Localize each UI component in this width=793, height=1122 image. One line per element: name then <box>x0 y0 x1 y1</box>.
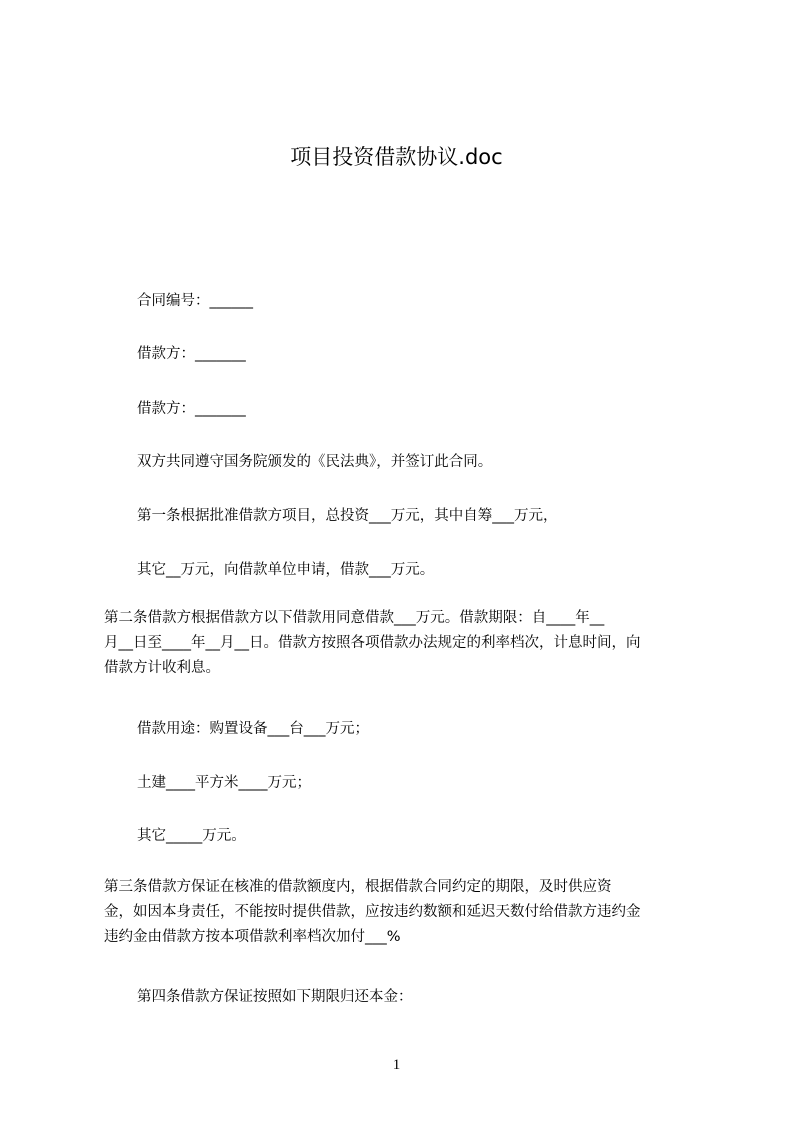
article-3-line: 违约金由借款方按本项借款利率档次加付___% <box>104 929 401 945</box>
document-title: 项目投资借款协议.doc <box>290 145 503 169</box>
usage-line-3: 其它_____万元。 <box>137 828 246 844</box>
article-2-line: 借款方计收利息。 <box>104 660 220 676</box>
usage-line-2: 土建____平方米____万元； <box>137 775 311 791</box>
usage-line-1: 借款用途：购置设备___台___万元； <box>137 721 369 737</box>
article-2-line: 月__日至____年__月__日。借款方按照各项借款办法规定的利率档次，计息时间，向 <box>104 635 641 651</box>
party-a: 借款方：_______ <box>137 346 246 362</box>
page-number: 1 <box>392 1057 401 1073</box>
article-1-line-2: 其它__万元，向借款单位申请，借款___万元。 <box>137 562 435 578</box>
article-2-line: 第二条借款方根据借款方以下借款用同意借款___万元。借款期限：自____年__ <box>104 610 605 626</box>
contract-number: 合同编号：______ <box>137 293 253 309</box>
preamble-paragraph: 双方共同遵守国务院颁发的《民法典》，并签订此合同。 <box>137 454 493 470</box>
article-4-heading: 第四条借款方保证按照如下期限归还本金： <box>137 989 413 1005</box>
party-b: 借款方：_______ <box>137 401 246 417</box>
article-2-paragraph <box>104 606 700 681</box>
article-3-line: 第三条借款方保证在核准的借款额度内，根据借款合同约定的期限，及时供应资 <box>104 879 612 895</box>
article-1-line-1: 第一条根据批准借款方项目，总投资___万元，其中自筹___万元， <box>137 508 558 524</box>
article-3-line: 金，如因本身责任，不能按时提供借款，应按违约数额和延迟天数付给借款方违约金 <box>104 904 641 920</box>
article-3-paragraph <box>104 875 700 950</box>
